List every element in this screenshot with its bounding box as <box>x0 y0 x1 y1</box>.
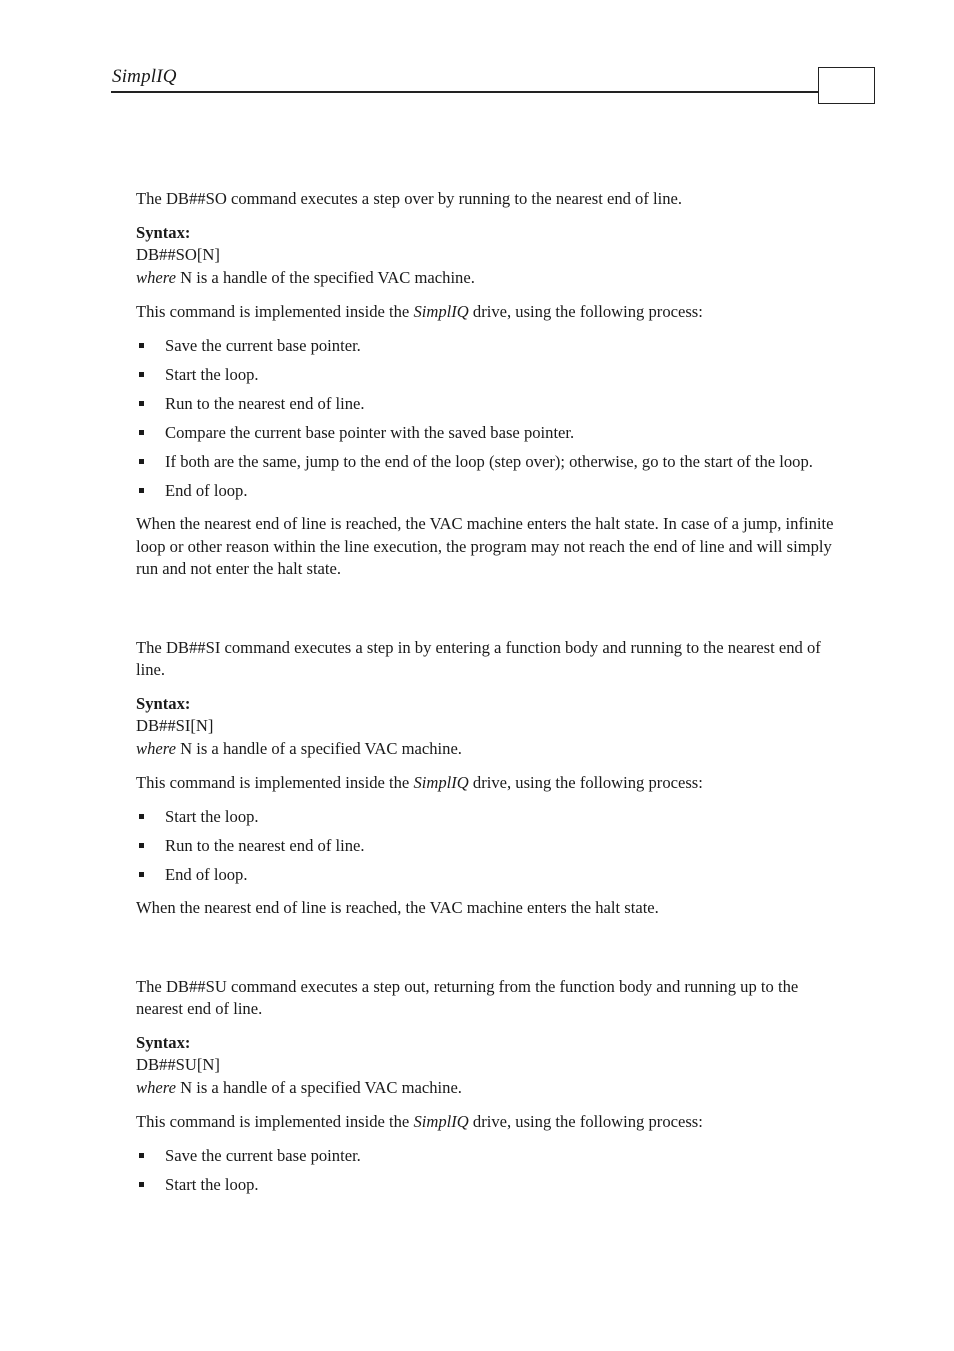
bullet-square-icon <box>139 459 144 464</box>
syntax-label: Syntax: <box>136 222 191 242</box>
list-item <box>136 364 841 387</box>
section-intro: The DB##SU command executes a step out, returning from the function body and running up to the nearest end of line. <box>136 976 799 1018</box>
syntax-block <box>136 222 841 290</box>
list-item <box>136 393 841 416</box>
process-steps <box>136 806 841 887</box>
bullet-square-icon <box>139 843 144 848</box>
page-number-box <box>818 67 875 104</box>
impl-pre: This command is implemented inside the <box>136 773 414 792</box>
list-item <box>136 1174 841 1197</box>
section-step-over <box>136 188 841 581</box>
list-item <box>136 422 841 445</box>
implementation-note <box>136 772 841 795</box>
impl-brand: SimplIQ <box>413 302 469 321</box>
syntax-label: Syntax: <box>136 1032 191 1052</box>
page-content <box>136 188 841 1207</box>
where-word: where <box>136 1077 176 1097</box>
impl-post: drive, using the following process: <box>468 773 703 792</box>
bullet-square-icon <box>139 430 144 435</box>
syntax-label: Syntax: <box>136 693 191 713</box>
list-item-text: Save the current base pointer. <box>165 1145 361 1165</box>
impl-post: drive, using the following process: <box>468 1112 703 1131</box>
implementation-note <box>136 301 841 324</box>
syntax-code: DB##SO[N] <box>136 245 220 264</box>
syntax-block <box>136 1032 841 1100</box>
syntax-where <box>136 267 841 290</box>
section-intro: The DB##SO command executes a step over by running to the nearest end of line. <box>136 189 683 208</box>
where-text: N is a handle of the specified VAC machine. <box>175 267 475 287</box>
list-item-text: End of loop. <box>165 864 248 884</box>
bullet-square-icon <box>139 814 144 819</box>
header-rule <box>111 91 819 93</box>
section-step-in <box>136 637 841 920</box>
list-item <box>136 835 841 858</box>
list-item-text: Start the loop. <box>165 1174 259 1194</box>
list-item <box>136 480 841 503</box>
impl-pre: This command is implemented inside the <box>136 1112 414 1131</box>
bullet-square-icon <box>139 872 144 877</box>
where-word: where <box>136 267 176 287</box>
list-item <box>136 451 841 474</box>
list-item-text: Compare the current base pointer with the saved base pointer. <box>165 422 575 442</box>
list-item-text: Start the loop. <box>165 806 259 826</box>
section-gap <box>136 592 841 637</box>
section-step-out <box>136 976 841 1197</box>
bullet-square-icon <box>139 372 144 377</box>
list-item-text: End of loop. <box>165 480 248 500</box>
section-outro: When the nearest end of line is reached, the VAC machine enters the halt state. <box>136 898 659 917</box>
impl-brand: SimplIQ <box>413 1112 469 1131</box>
syntax-code: DB##SI[N] <box>136 716 214 735</box>
impl-pre: This command is implemented inside the <box>136 302 414 321</box>
syntax-where <box>136 1077 841 1100</box>
process-steps <box>136 335 841 503</box>
where-word: where <box>136 738 176 758</box>
syntax-block <box>136 693 841 761</box>
bullet-square-icon <box>139 401 144 406</box>
impl-brand: SimplIQ <box>413 773 469 792</box>
where-text: N is a handle of a specified VAC machine. <box>175 738 462 758</box>
list-item-text: Save the current base pointer. <box>165 335 361 355</box>
running-header-title: SimplIQ <box>112 66 177 87</box>
list-item <box>136 806 841 829</box>
bullet-square-icon <box>139 343 144 348</box>
bullet-square-icon <box>139 488 144 493</box>
implementation-note <box>136 1111 841 1134</box>
process-steps <box>136 1145 841 1197</box>
impl-post: drive, using the following process: <box>468 302 703 321</box>
section-intro: The DB##SI command executes a step in by entering a function body and running to the nearest end of line. <box>136 637 821 679</box>
list-item-text: If both are the same, jump to the end of the loop (step over); otherwise, go to the start of the loop. <box>165 451 813 471</box>
list-item-text: Run to the nearest end of line. <box>165 835 365 855</box>
section-outro: When the nearest end of line is reached, the VAC machine enters the halt state. In case of a jump, infinite loop or other reason within the line execution, the program may not reach the end of line and will simply run and not enter the halt state. <box>136 514 834 578</box>
list-item <box>136 335 841 358</box>
list-item <box>136 864 841 887</box>
list-item-text: Start the loop. <box>165 364 259 384</box>
syntax-where <box>136 738 841 761</box>
section-gap <box>136 931 841 976</box>
syntax-code: DB##SU[N] <box>136 1055 220 1074</box>
bullet-square-icon <box>139 1153 144 1158</box>
bullet-square-icon <box>139 1182 144 1187</box>
list-item <box>136 1145 841 1168</box>
where-text: N is a handle of a specified VAC machine. <box>175 1077 462 1097</box>
list-item-text: Run to the nearest end of line. <box>165 393 365 413</box>
